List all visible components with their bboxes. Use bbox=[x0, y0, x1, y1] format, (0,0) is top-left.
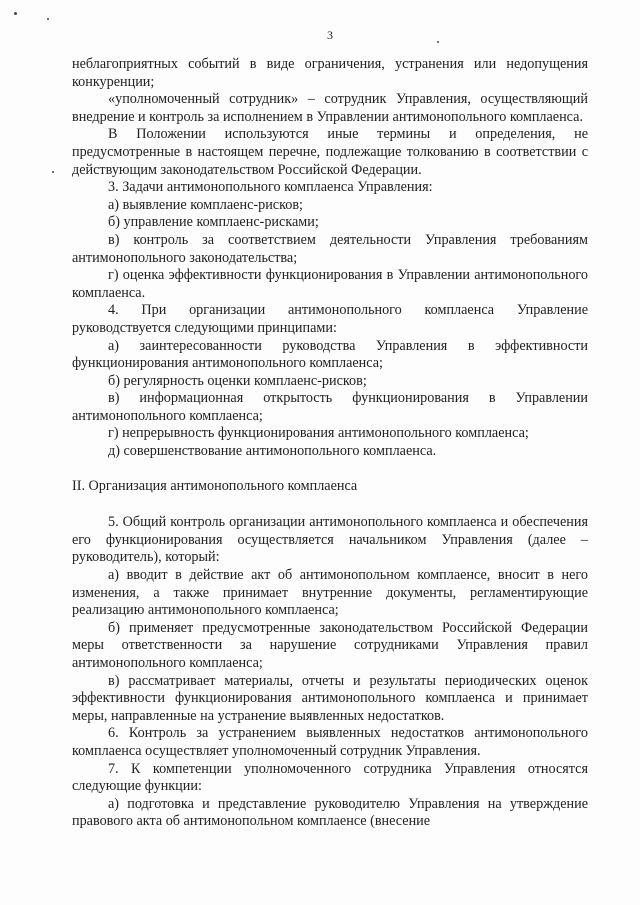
list-item: а) вводит в действие акт об антимонопольном комплаенсе, вносит в него изменения, а также принимает внутренние документы, регламентирующие реализацию антимонопольного комплаенса; bbox=[72, 567, 588, 619]
paragraph: 6. Контроль за устранением выявленных недостатков антимонопольного комплаенса осуществляет уполномоченный сотрудник Управления. bbox=[72, 725, 588, 759]
paragraph: 4. При организации антимонопольного комплаенса Управление руководствуется следующими принципами: bbox=[72, 302, 588, 336]
paragraph: неблагоприятных событий в виде ограничения, устранения или недопущения конкуренции; bbox=[72, 56, 588, 90]
scan-speck bbox=[14, 12, 17, 15]
list-item: а) заинтересованности руководства Управления в эффективности функционирования антимонопольного комплаенса; bbox=[72, 337, 588, 372]
list-item: а) выявление комплаенс-рисков; bbox=[108, 196, 303, 213]
scan-speck bbox=[437, 41, 439, 43]
paragraph: «уполномоченный сотрудник» – сотрудник Управления, осуществляющий внедрение и контроль за исполнением в Управлении антимонопольного комплаенса. bbox=[72, 91, 588, 125]
list-item: б) применяет предусмотренные законодательством Российской Федерации меры ответственности за нарушение сотрудниками Управления правил антимонопольного комплаенса; bbox=[72, 619, 588, 671]
scan-speck bbox=[52, 171, 54, 173]
paragraph: 7. К компетенции уполномоченного сотрудника Управления относятся следующие функции: bbox=[72, 760, 588, 795]
list-item: г) оценка эффективности функционирования в Управлении антимонопольного комплаенса. bbox=[72, 267, 588, 301]
list-item: г) непрерывность функционирования антимонопольного комплаенса; bbox=[108, 425, 529, 442]
document-body bbox=[72, 56, 588, 831]
list-item: б) регулярность оценки комплаенс-рисков; bbox=[108, 372, 367, 389]
section-heading: II. Организация антимонопольного комплаенса bbox=[72, 477, 358, 494]
list-item: в) рассматривает материалы, отчеты и результаты периодических оценок эффективности функционирования антимонопольного комплаенса и принимает меры, направленные на устранение выявленных недостатков. bbox=[72, 672, 588, 724]
list-item: а) подготовка и представление руководителю Управления на утверждение правового акта об антимонопольном комплаенсе (внесение bbox=[72, 795, 588, 830]
scan-speck bbox=[47, 18, 49, 20]
paragraph: 5. Общий контроль организации антимонопольного комплаенса и обеспечения его функционирования осуществляется начальником Управления (далее – руководитель), который: bbox=[72, 514, 588, 566]
list-item: в) контроль за соответствием деятельности Управления требованиям антимонопольного законодательства; bbox=[72, 231, 588, 266]
paragraph: В Положении используются иные термины и определения, не предусмотренные в настоящем перечне, подлежащие толкованию в соответствии с действующим законодательством Российской Федерации. bbox=[72, 126, 588, 178]
list-item: в) информационная открытость функционирования в Управлении антимонопольного комплаенса; bbox=[72, 390, 588, 424]
paragraph: 3. Задачи антимонопольного комплаенса Управления: bbox=[108, 179, 433, 196]
list-item: д) совершенствование антимонопольного комплаенса. bbox=[108, 443, 437, 460]
list-item: б) управление комплаенс-рисками; bbox=[108, 214, 319, 231]
page-number: 3 bbox=[327, 28, 333, 42]
